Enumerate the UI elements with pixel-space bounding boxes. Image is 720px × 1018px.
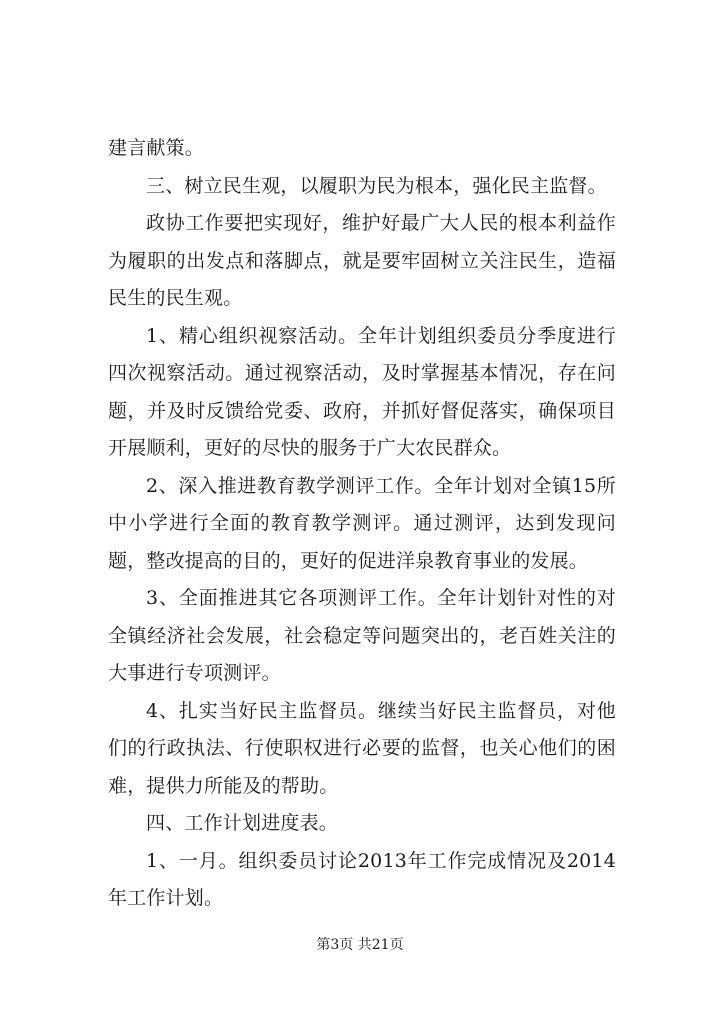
heading-section-four: 四、工作计划进度表。 (146, 812, 339, 834)
paragraph-continuation: 建言献策。 (108, 137, 205, 159)
item-inspection-activities: 1、精心组织视察活动。全年计划组织委员分季度进行四次视察活动。通过视察活动，及时掌握基本情况，存在问题，并及时反馈给党委、政府，并抓好督促落实，确保项目开展顺利，更好的尽快的服务于广大农民群众。 (108, 324, 616, 459)
page-footer: 第3页 共21页 (316, 937, 404, 953)
item-supervisor: 4、扎实当好民主监督员。继续当好民主监督员，对他们的行政执法、行使职权进行必要的监督，也关心他们的困难，提供力所能及的帮助。 (108, 699, 616, 797)
body-text (108, 130, 616, 918)
paragraph-minsheng-view: 政协工作要把实现好，维护好最广大人民的根本利益作为履职的出发点和落脚点，就是要牢固树立关注民生，造福民生的民生观。 (108, 212, 616, 309)
item-education-evaluation: 2、深入推进教育教学测评工作。全年计划对全镇15所中小学进行全面的教育教学测评。通过测评，达到发现问题，整改提高的目的，更好的促进洋泉教育事业的发展。 (108, 474, 616, 572)
item-january: 1、一月。组织委员讨论2013年工作完成情况及2014年工作计划。 (108, 849, 616, 909)
heading-section-three: 三、树立民生观，以履职为民为根本，强化民主监督。 (146, 174, 607, 197)
item-other-evaluations: 3、全面推进其它各项测评工作。全年计划针对性的对全镇经济社会发展，社会稳定等问题突出的，老百姓关注的大事进行专项测评。 (108, 587, 616, 684)
